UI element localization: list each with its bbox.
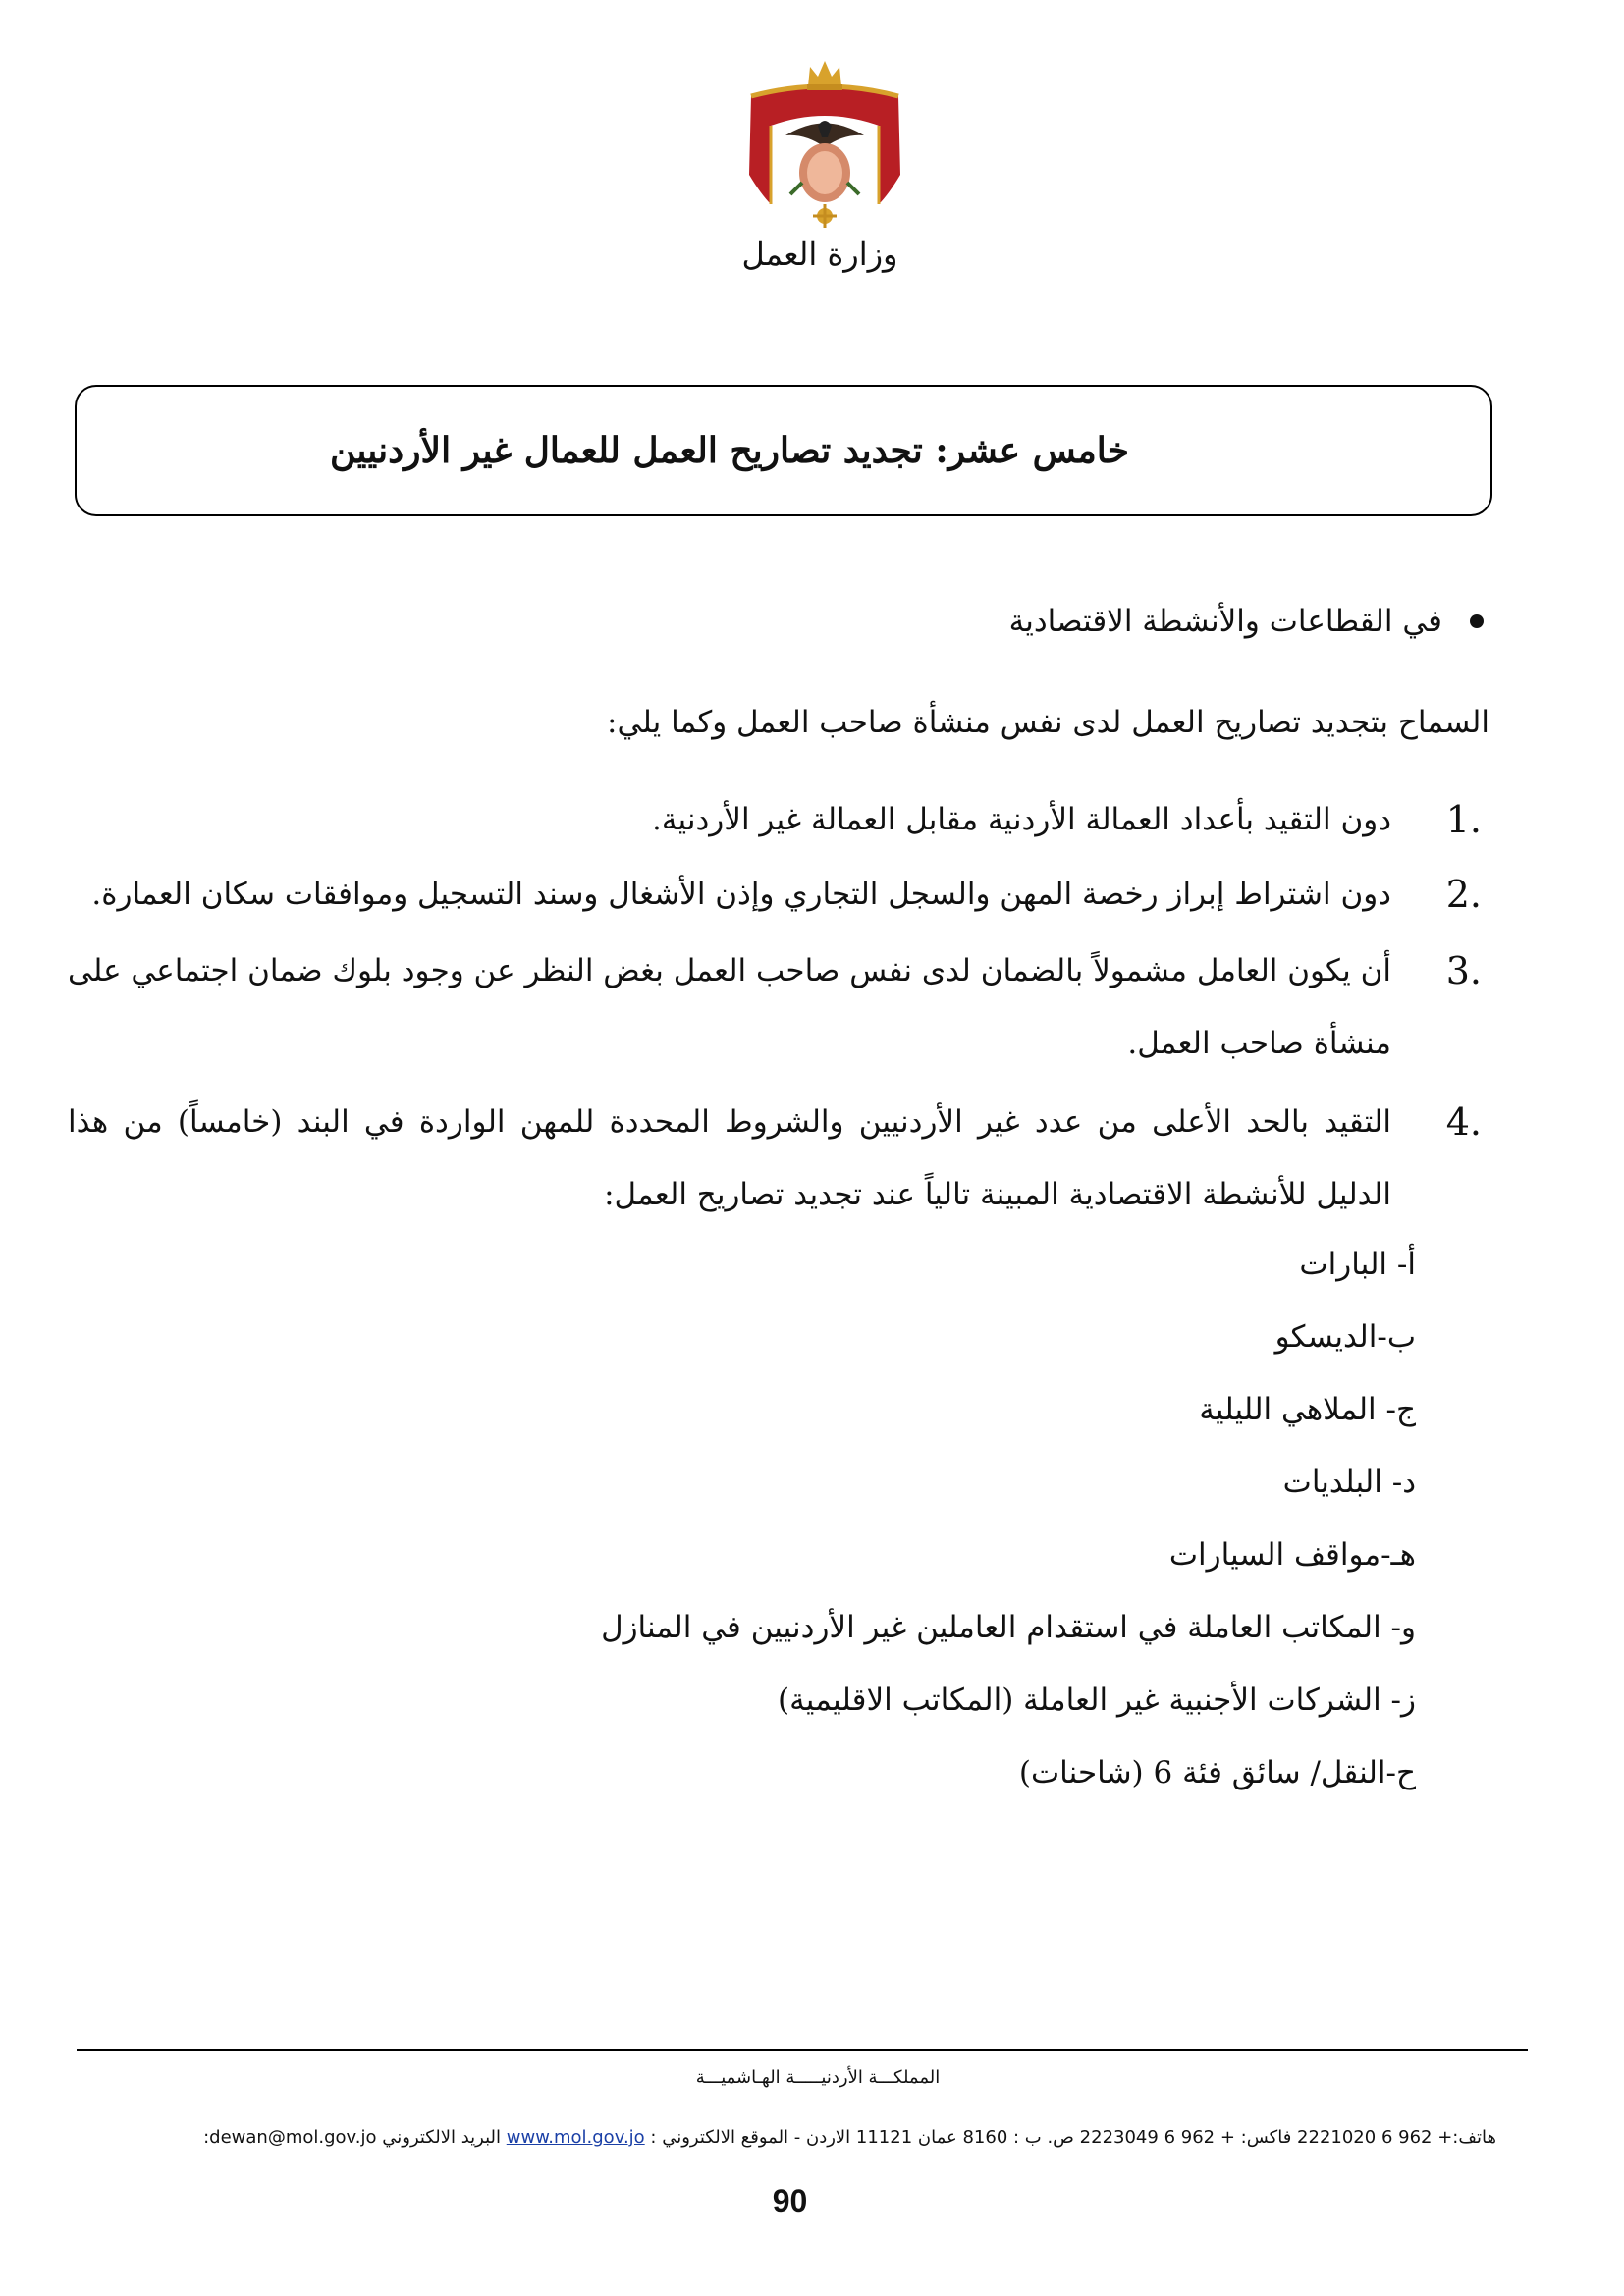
contact-details: هاتف:+ 962 6 2221020 فاكس: + 962 6 2223049 ص. ب : 8160 عمان 11121 الاردن - الموقع الالكتروني : [644,2127,1496,2148]
sub-list-item: ب-الديسكو [1274,1319,1416,1355]
list-number: .2 [1445,873,1482,916]
list-item [68,783,1482,856]
list-number: .1 [1445,798,1482,841]
email-address[interactable]: dewan@mol.gov.jo: [203,2127,377,2148]
sub-list-item: ج- الملاهي الليلية [1199,1392,1416,1427]
list-item [68,1086,1482,1231]
sub-list-item: أ- البارات [1299,1247,1416,1282]
page-number: 90 [772,2183,808,2218]
sub-list-item: هـ-مواقف السيارات [1168,1537,1416,1573]
list-text: التقيد بالحد الأعلى من عدد غير الأردنيين والشروط المحددة للمهن الواردة في البند (خامساً) من هذا الدليل للأنشطة الاقتصادية المبينة تالياً عند تجديد تصاريح العمل: [68,1104,1391,1212]
list-number: .4 [1445,1100,1482,1144]
section-title-box [75,385,1492,516]
website-link[interactable]: www.mol.gov.jo [506,2127,645,2148]
list-number: .3 [1445,949,1482,992]
intro-text: السماح بتجديد تصاريح العمل لدى نفس منشأة صاحب العمل وكما يلي: [607,705,1489,740]
list-text: أن يكون العامل مشمولاً بالضمان لدى نفس صاحب العمل بغض النظر عن وجود بلوك ضمان اجتماعي على منشأة صاحب العمل. [67,953,1391,1061]
footer-contact [203,2127,1496,2148]
ministry-name: وزارة العمل [741,236,898,273]
sub-list-item: د- البلديات [1282,1465,1416,1500]
sub-list-item: و- المكاتب العاملة في استقدام العاملين غير الأردنيين في المنازل [601,1610,1416,1645]
footer-country: المملكـــة الأردنيـــــة الهـاشميـــة [695,2067,941,2088]
bullet-dot-icon [1470,614,1484,628]
footer-divider [77,2049,1528,2051]
list-item [68,858,1482,931]
list-text: دون اشتراط إبراز رخصة المهن والسجل التجاري وإذن الأشغال وسند التسجيل وموافقات سكان العمارة. [91,877,1391,912]
coat-of-arms-icon [731,57,918,234]
email-label: البريد الالكتروني [376,2127,507,2148]
sub-list-item: ح-النقل/ سائق فئة 6 (شاحنات) [1018,1755,1416,1790]
sub-list-item: ز- الشركات الأجنبية غير العاملة (المكاتب الاقليمية) [778,1682,1416,1718]
list-text: دون التقيد بأعداد العمالة الأردنية مقابل العمالة غير الأردنية. [652,802,1391,837]
bullet-text: في القطاعات والأنشطة الاقتصادية [1008,604,1442,639]
page-title: خامس عشر: تجديد تصاريح العمل للعمال غير الأردنيين [329,430,1130,471]
bullet-item [1009,604,1484,639]
list-item [68,934,1482,1080]
